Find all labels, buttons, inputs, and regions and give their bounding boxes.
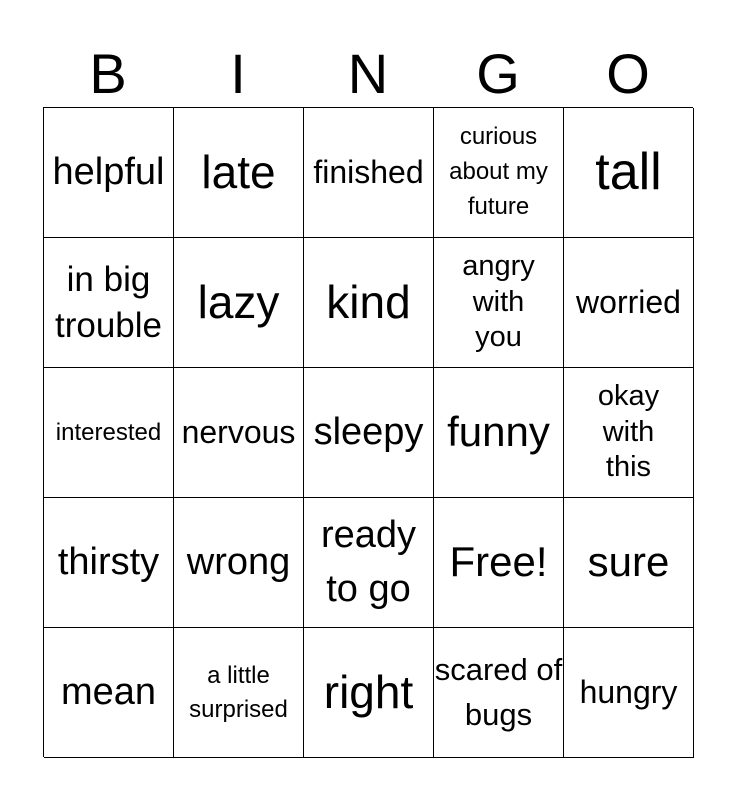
bingo-cell[interactable] bbox=[174, 628, 304, 758]
bingo-header bbox=[43, 40, 693, 108]
bingo-cell[interactable] bbox=[564, 108, 694, 238]
header-letter-n: N bbox=[347, 42, 389, 105]
cell-label: finished bbox=[313, 154, 424, 191]
cell-label: sleepy bbox=[313, 410, 424, 453]
cell-label: hungry bbox=[579, 674, 678, 711]
cell-label: thirsty bbox=[57, 540, 160, 583]
cell-label: sure bbox=[587, 538, 670, 586]
bingo-cell[interactable] bbox=[44, 238, 174, 368]
header-letter-o: O bbox=[606, 42, 650, 105]
cell-label: ready to go bbox=[320, 514, 417, 610]
bingo-cell[interactable] bbox=[304, 238, 434, 368]
cell-label: nervous bbox=[181, 414, 296, 451]
cell-label: kind bbox=[326, 276, 411, 329]
bingo-cell[interactable] bbox=[304, 368, 434, 498]
bingo-cell[interactable] bbox=[304, 108, 434, 238]
bingo-cell[interactable] bbox=[174, 238, 304, 368]
bingo-cell[interactable] bbox=[434, 108, 564, 238]
bingo-cell[interactable] bbox=[44, 368, 174, 498]
cell-label: angry with you bbox=[462, 250, 535, 354]
cell-label: scared of bugs bbox=[434, 651, 563, 732]
bingo-cell[interactable] bbox=[44, 628, 174, 758]
bingo-cell[interactable] bbox=[564, 498, 694, 628]
bingo-cell[interactable] bbox=[174, 108, 304, 238]
cell-label: mean bbox=[60, 670, 157, 713]
bingo-cell[interactable] bbox=[434, 368, 564, 498]
cell-label: a little surprised bbox=[189, 661, 288, 723]
cell-label: worried bbox=[576, 284, 681, 321]
bingo-cell free-space[interactable] bbox=[434, 498, 564, 628]
cell-label: lazy bbox=[197, 276, 280, 329]
cell-label: curious about my future bbox=[449, 123, 548, 220]
cell-label: right bbox=[323, 666, 414, 719]
header-letter-g: G bbox=[476, 42, 520, 105]
bingo-cell[interactable] bbox=[44, 498, 174, 628]
cell-label: late bbox=[201, 146, 276, 199]
bingo-cell[interactable] bbox=[304, 498, 434, 628]
bingo-cell[interactable] bbox=[434, 238, 564, 368]
bingo-cell[interactable] bbox=[564, 238, 694, 368]
bingo-cell[interactable] bbox=[434, 628, 564, 758]
bingo-cell[interactable] bbox=[174, 498, 304, 628]
cell-label: in big trouble bbox=[54, 260, 163, 345]
bingo-cell[interactable] bbox=[304, 628, 434, 758]
cell-label: helpful bbox=[52, 150, 165, 193]
cell-label: wrong bbox=[186, 540, 291, 583]
free-space-label: Free! bbox=[449, 538, 548, 586]
bingo-cell[interactable] bbox=[564, 368, 694, 498]
header-letter-i: I bbox=[230, 42, 246, 105]
bingo-cell[interactable] bbox=[174, 368, 304, 498]
cell-label: tall bbox=[595, 142, 662, 201]
cell-label: interested bbox=[55, 418, 162, 446]
header-letter-b: B bbox=[89, 42, 127, 105]
bingo-cell[interactable] bbox=[564, 628, 694, 758]
cell-label: funny bbox=[447, 408, 550, 456]
cell-label: okay with this bbox=[597, 380, 660, 484]
bingo-cell[interactable] bbox=[44, 108, 174, 238]
bingo-board bbox=[43, 107, 693, 757]
